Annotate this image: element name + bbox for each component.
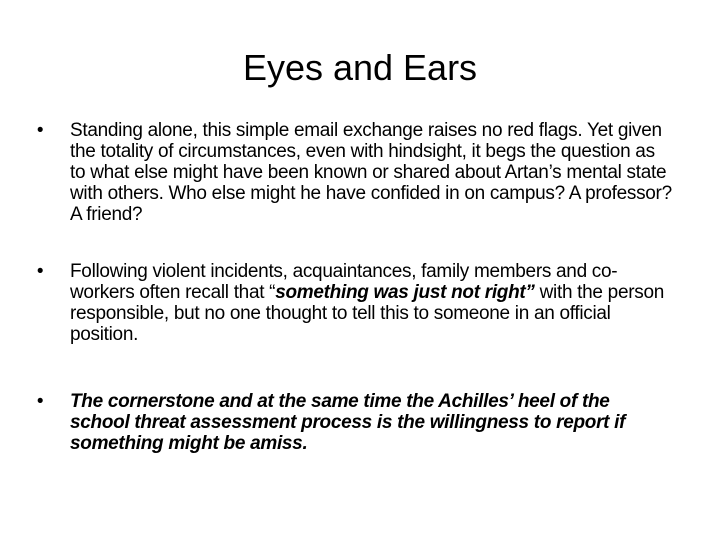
bullet-dot-icon: • bbox=[36, 120, 44, 141]
bullet-list bbox=[33, 120, 673, 454]
bullet-text-part: Following violent incidents, acquaintances, family members and co-workers often recall that “ bbox=[70, 261, 618, 303]
bullet-text: Standing alone, this simple email exchange raises no red flags. Yet given the totality of circumstances, even with hindsight, it begs the question as to what else might have been known or shared about Artan’s mental state with others. Who else might he have confided in on campus? A professor? A friend? bbox=[70, 120, 672, 225]
bullet-dot-icon: • bbox=[36, 391, 44, 412]
bullet-text bbox=[70, 261, 664, 345]
bullet-item bbox=[33, 261, 673, 345]
bullet-item bbox=[33, 120, 673, 225]
bullet-text: The cornerstone and at the same time the Achilles’ heel of the school threat assessment process is the willingness to report if something might be amiss. bbox=[70, 391, 626, 454]
bullet-text-part: with the person responsible, but no one thought to tell this to someone in an official position. bbox=[70, 282, 664, 345]
bullet-item bbox=[33, 391, 673, 454]
bullet-dot-icon: • bbox=[36, 261, 44, 282]
bullet-emphasis: something was just not right” bbox=[275, 282, 535, 303]
slide-title: Eyes and Ears bbox=[242, 47, 478, 88]
